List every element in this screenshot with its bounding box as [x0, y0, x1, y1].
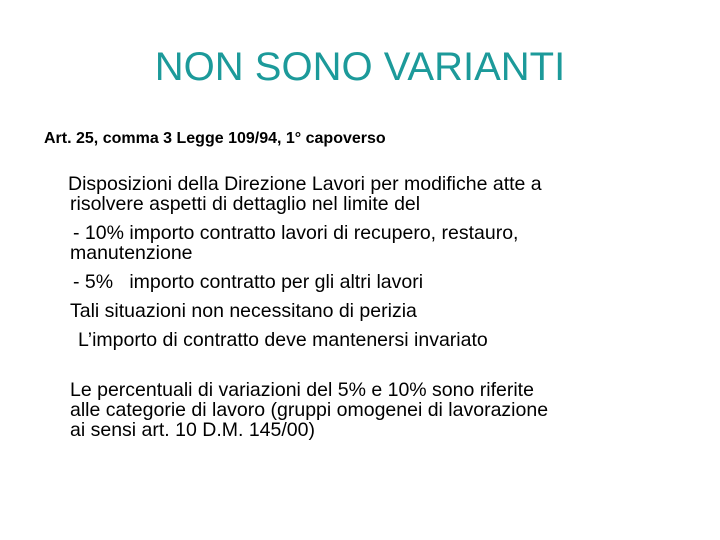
item-10-percent-line2: manutenzione: [70, 242, 193, 264]
legal-reference: Art. 25, comma 3 Legge 109/94, 1° capoverso: [44, 130, 386, 147]
slide-body: [70, 173, 690, 442]
paragraph2-line2: alle categorie di lavoro (gruppi omogenei di lavorazione: [70, 399, 549, 421]
paragraph2-line1: Le percentuali di variazioni del 5% e 10% sono riferite: [70, 379, 534, 401]
item-5-percent: - 5% importo contratto per gli altri lavori: [73, 271, 424, 293]
item-10-percent-line1: - 10% importo contratto lavori di recupero, restauro,: [73, 222, 519, 244]
paragraph1-line2: risolvere aspetti di dettaglio nel limite del: [70, 193, 421, 215]
paragraph2-line3: ai sensi art. 10 D.M. 145/00): [70, 419, 315, 441]
no-survey-note: Tali situazioni non necessitano di perizia: [70, 300, 417, 322]
amount-note: L’importo di contratto deve mantenersi invariato: [78, 329, 488, 351]
paragraph1-line1: Disposizioni della Direzione Lavori per modifiche atte a: [68, 173, 542, 195]
slide-title: NON SONO VARIANTI: [154, 45, 566, 89]
